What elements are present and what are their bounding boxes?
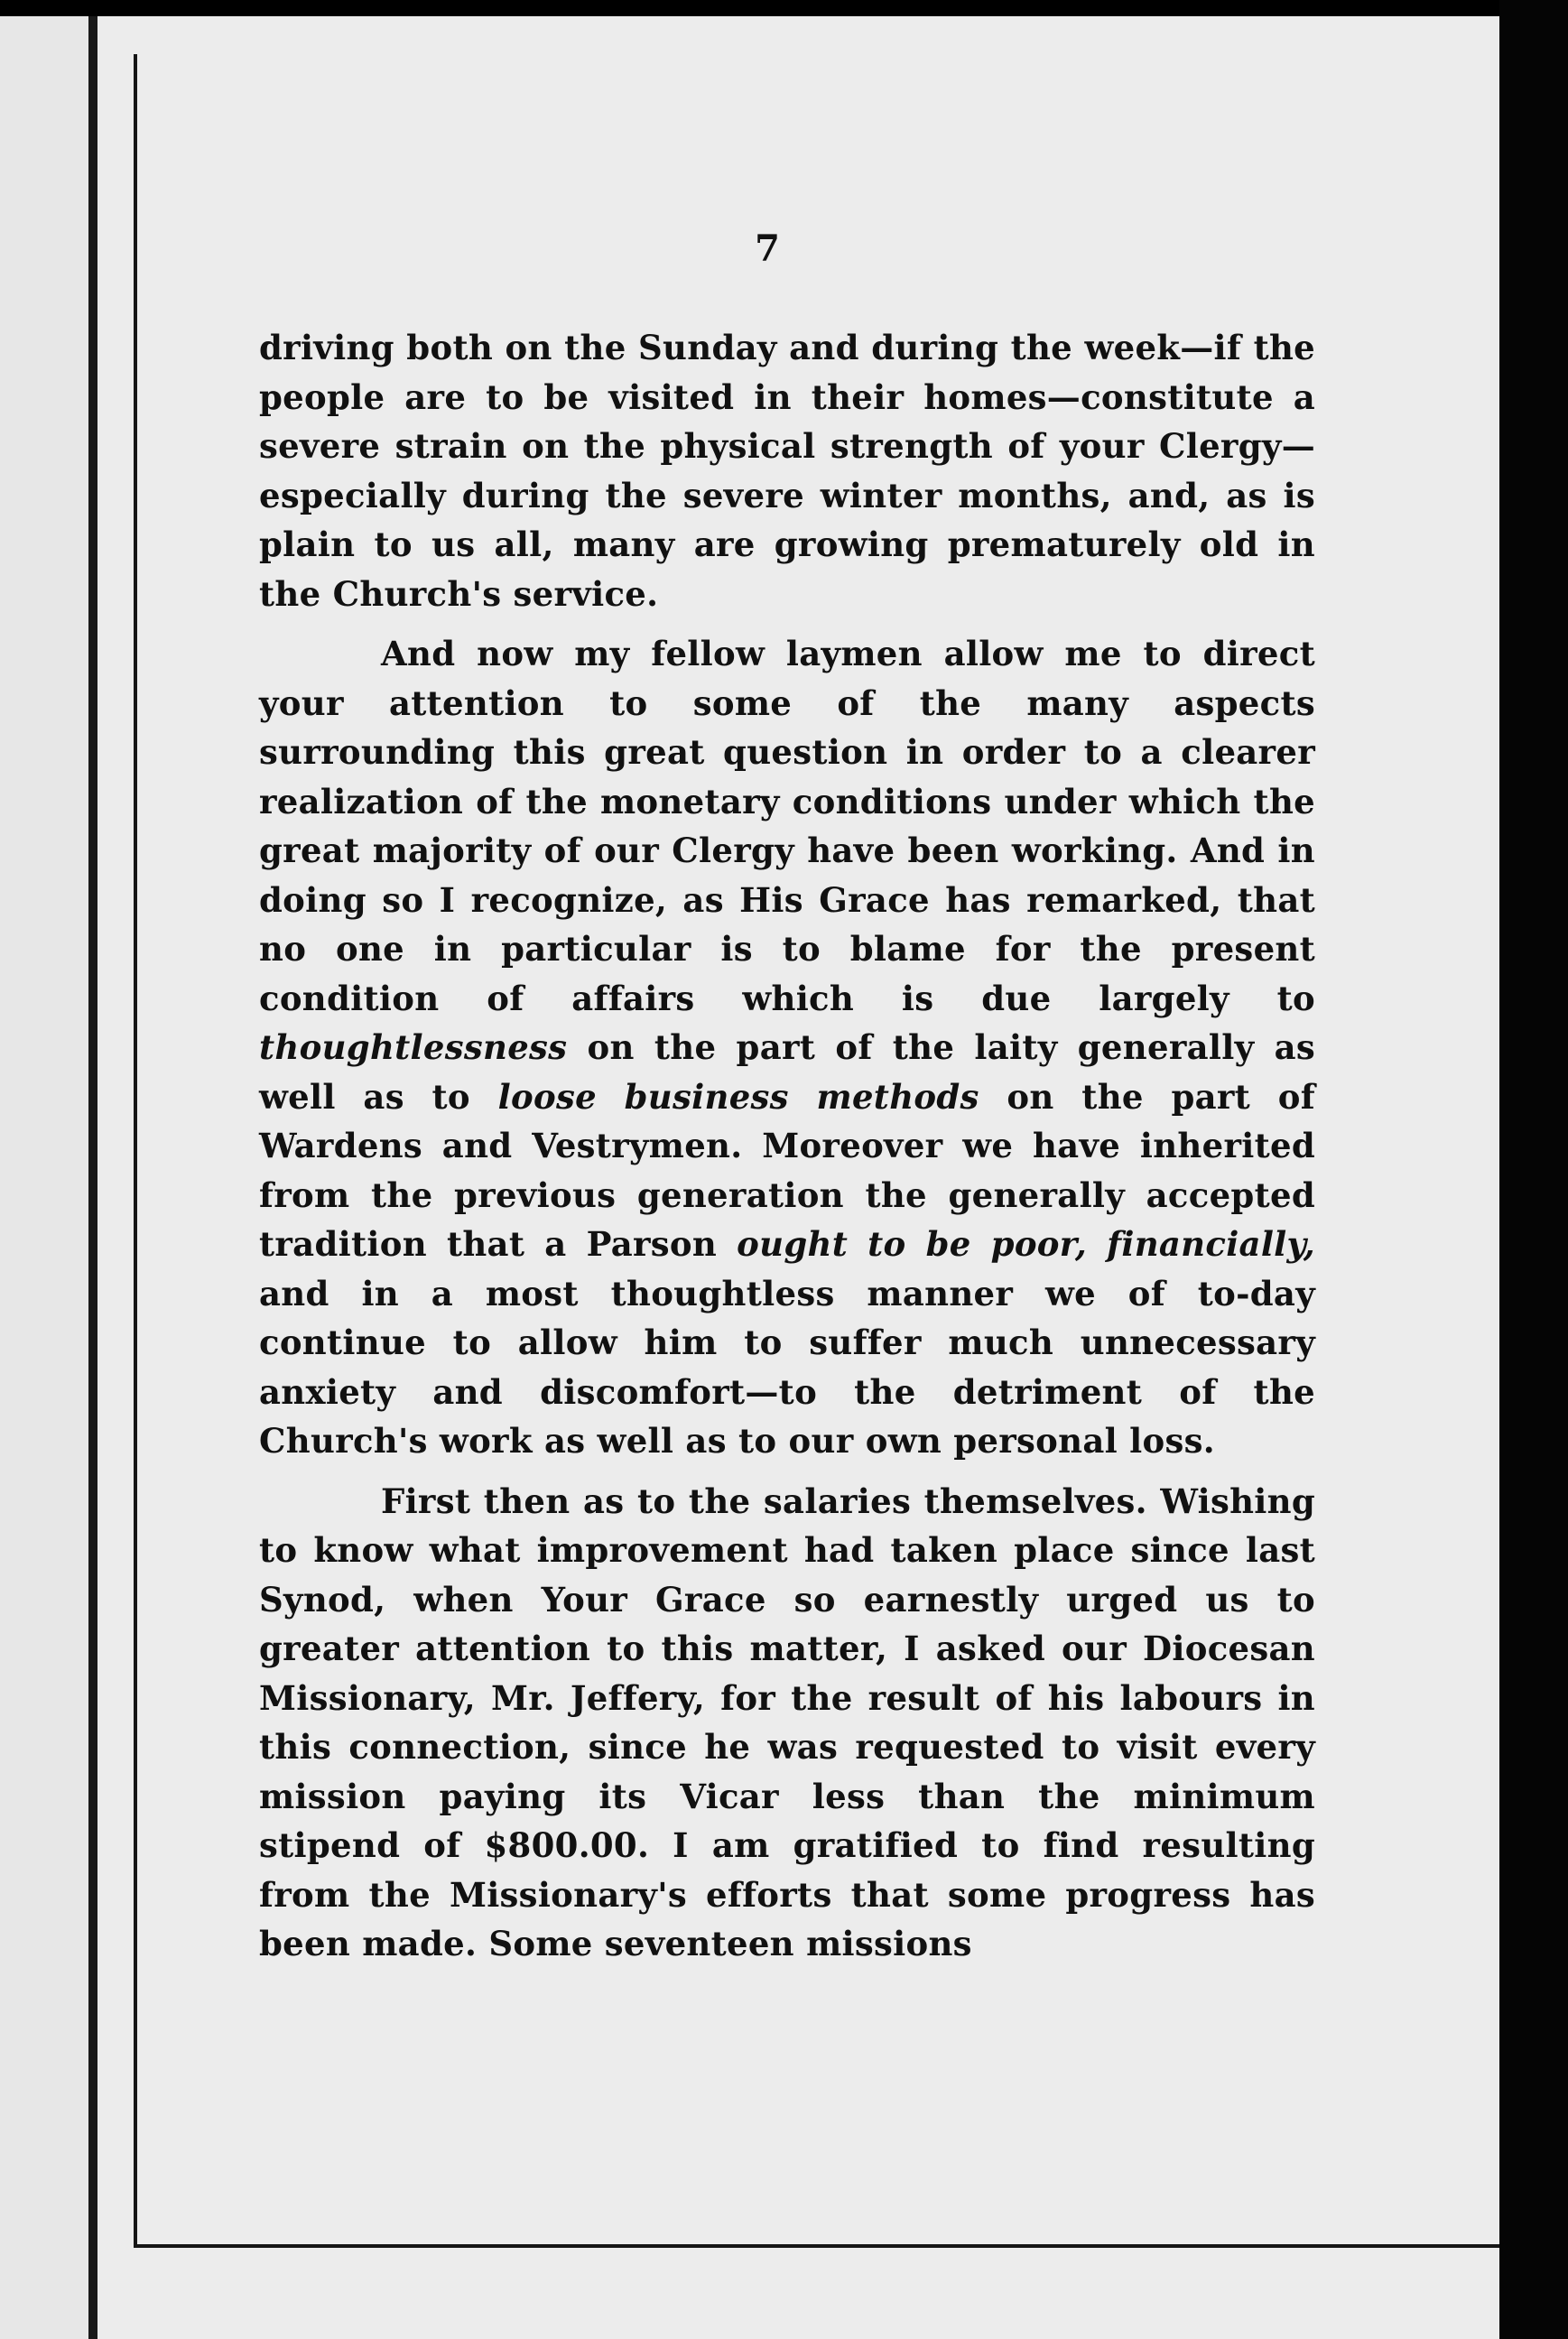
- italic-phrase: thoughtlessness: [259, 1027, 568, 1067]
- text-run: driving both on the Sunday and during the week—if the people are to be visited in their homes—constitute a severe strain on the physical strength of your Clergy—especially during the severe winter months, and, as is plain to us all, many are growing prematurely old in the Church's service.: [259, 328, 1315, 614]
- text-run: First then as to the salaries themselves. Wishing to know what improvement had taken place since last Synod, when Your Grace so earnestly urged us to greater attention to this matter, I asked our Diocesan Missionary, Mr. Jeffery, for the result of his labours in this connection, since he was requested to visit every mission paying its Vicar less than the minimum stipend of $800.00. I am gratified to find resulting from the Missionary's efforts that some progress has been made. Some seventeen missions: [259, 1480, 1315, 1963]
- page-border-left: [134, 54, 137, 2248]
- facing-page-edge: [0, 16, 88, 2339]
- text-run: on the part of Wardens and Vestrymen. Moreover we have inherited from the previous generation the generally accepted tradition that a Parson: [259, 1076, 1315, 1264]
- text-run: on the part of the laity generally as well as to: [259, 1027, 1315, 1117]
- paragraph: [259, 323, 1315, 618]
- paragraph: [259, 629, 1315, 1466]
- text-run: and in a most thoughtless manner we of to-day continue to allow him to suffer much unnecessary anxiety and discomfort—to the detriment of the Church's work as well as to our own personal loss.: [259, 1273, 1315, 1461]
- paragraph: [259, 1477, 1315, 1969]
- italic-phrase: loose business methods: [497, 1076, 979, 1117]
- page-border-bottom: [134, 2244, 1499, 2248]
- body-text: [259, 323, 1315, 1980]
- italic-phrase: ought to be poor, financially,: [737, 1224, 1315, 1264]
- scan-edge-right: [1499, 0, 1568, 2339]
- page-number: 7: [755, 227, 780, 270]
- text-run: And now my fellow laymen allow me to direct your attention to some of the many aspects surrounding this great question in order to a clearer realization of the monetary conditions under which the great majority of our Clergy have been working. And in doing so I recognize, as His Grace has remarked, that no one in particular is to blame for the present condition of affairs which is due largely to: [259, 634, 1315, 1018]
